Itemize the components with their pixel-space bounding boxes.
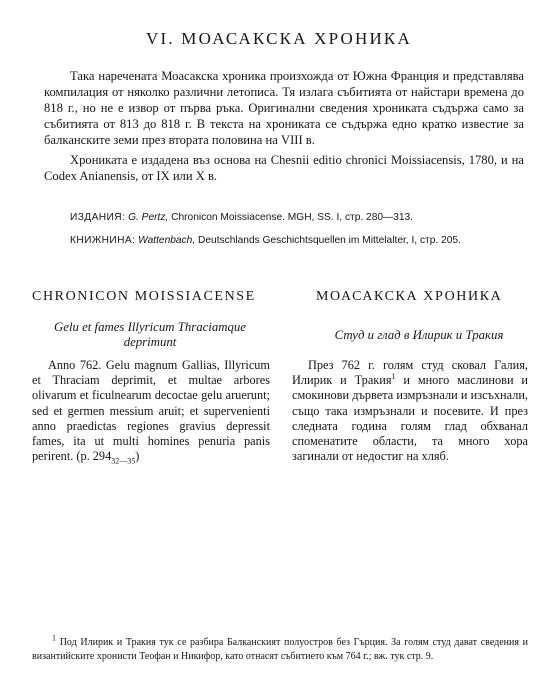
intro-text (44, 68, 524, 184)
literature-author: Wattenbach, (138, 235, 196, 246)
footnote-mark: 1 (52, 633, 56, 643)
literature-text: Deutschlands Geschichtsquellen im Mittelalter, I, стр. 205. (198, 235, 461, 246)
bulgarian-subtitle: Студ и глад в Илирик и Тракия (334, 328, 504, 342)
bulgarian-body-text-b: и много маслинови и смокинови дървета измръзнали и изсъхнали, също така измръзнали и посевите. И през следната година голям глад обхванал споменатите области, та много хора загинали от недостиг на хляб. (292, 373, 528, 464)
literature-label: КНИЖНИНА: (70, 235, 136, 246)
editions-label: ИЗДАНИЯ: (70, 212, 126, 223)
intro-paragraph-2: Хрониката е издадена въз основа на Chesnii editio chronici Moissiacensis, 1780, и на Codex Anianensis, от IX или X в. (44, 153, 524, 183)
latin-body-text: Anno 762. Gelu magnum Gallias, Illyricum et Thraciam deprimit, et multae arbores olivarum et ficulnearum decoctae gelu aruerunt; sed et germen messium aruit; et supervenienti anno praedictas regiones gravius depressit fames, ita ut multi homines penuria panis perirent. (32, 358, 270, 464)
footnote-reference: 1 (391, 372, 396, 382)
literature-line (70, 235, 530, 246)
footnote-text: Под Илирик и Тракия тук се разбира Балканският полуостров без Гърция. За голям студ дават сведения и византийските хронисти Теофан и Никифор, като отнасят събитието към 764 г.; вж. тук стр. 9. (32, 637, 529, 662)
editions-text: Chronicon Moissiacense. MGH, SS. I, стр. 280—313. (171, 212, 414, 223)
latin-subtitle-line-2: deprimunt (123, 335, 177, 349)
intro-paragraph-1: Така наречената Моасакска хроника произхожда от Южна Франция и представлява компилация от няколко различни летописа. Тя излага събитията от найстари времена до 818 г., но не е извор от първа ръка. Оригинални сведения хрониката съдържа само за събитията от 813 до 818 г. В текста на хрониката се съдържа едно кратко известие за балканските земи през втората половина на VIII в. (44, 69, 524, 147)
chapter-title: VI. МОАСАКСКА ХРОНИКА (146, 29, 412, 48)
latin-heading: CHRONICON MOISSIACENSE (32, 289, 256, 304)
latin-subtitle-line-1: Gelu et fames Illyricum Thraciamque (54, 320, 246, 334)
bulgarian-heading: МОАСАКСКА ХРОНИКА (316, 289, 503, 304)
latin-subtitle (32, 320, 268, 350)
bulgarian-body (292, 358, 528, 464)
bulgarian-body-text-a: През 762 г. голям студ сковал Галия, Илирик и Тракия (292, 358, 528, 388)
latin-body (32, 358, 270, 464)
latin-reference: (р. $294_{32—35}$) (76, 449, 140, 466)
editions-line (70, 212, 530, 223)
editions-author: G. Pertz, (128, 212, 169, 223)
footnote (32, 633, 529, 664)
